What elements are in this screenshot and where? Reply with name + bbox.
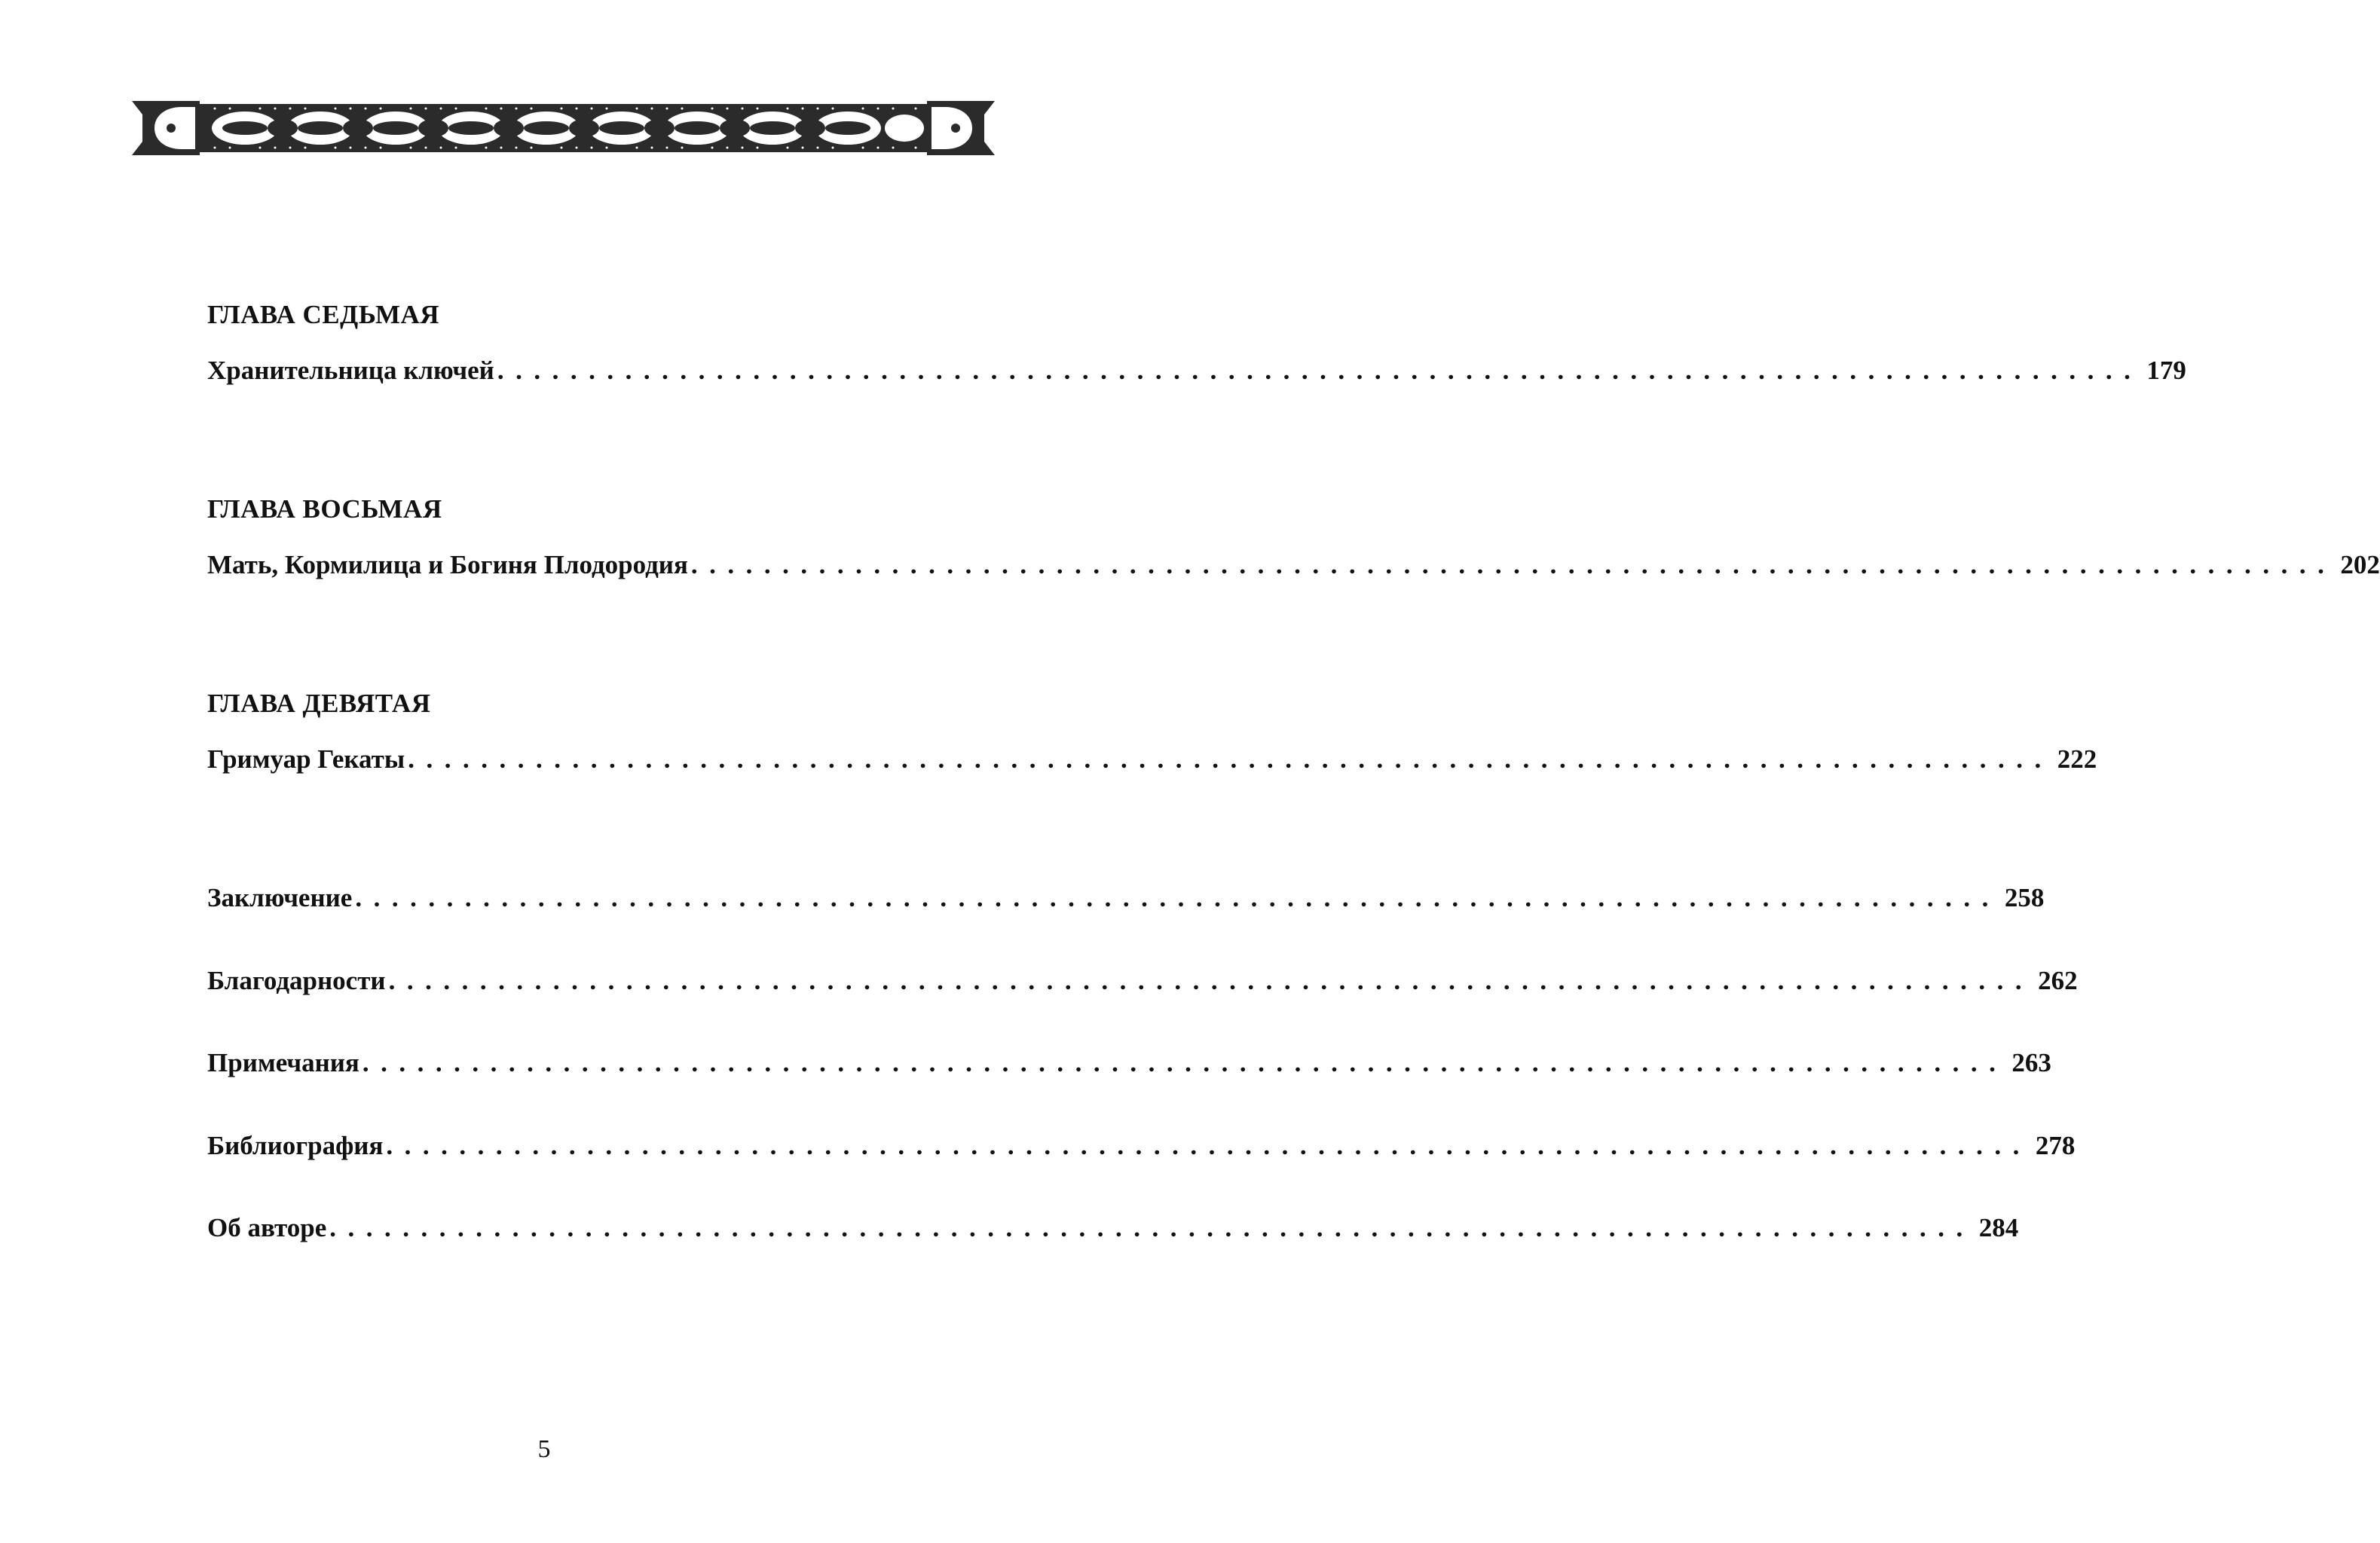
dot-leader: .......................................................................................... <box>408 744 2053 774</box>
toc-entry[interactable] <box>207 964 2078 998</box>
chapter-heading: ГЛАВА ВОСЬМАЯ <box>207 494 442 524</box>
toc-entry-title: Библиография <box>207 1131 384 1160</box>
toc-entry-title: Хранительница ключей <box>207 356 494 385</box>
toc-entry-page: 278 <box>2035 1131 2076 1160</box>
dot-leader: .......................................................................................... <box>355 883 2000 912</box>
toc-entry[interactable] <box>207 548 2380 582</box>
toc-entry-title: Об авторе <box>207 1213 327 1242</box>
toc-entry[interactable] <box>207 1046 2051 1080</box>
toc-entry[interactable] <box>207 881 2045 915</box>
chapter-heading: ГЛАВА ДЕВЯТАЯ <box>207 689 431 718</box>
toc-entry-title: Гримуар Гекаты <box>207 744 405 774</box>
dot-leader: .......................................................................................... <box>497 356 2143 385</box>
toc-entry-title: Благодарности <box>207 966 386 995</box>
page-number: 5 <box>537 1435 551 1463</box>
dot-leader: .......................................................................................... <box>388 966 2034 995</box>
dot-leader: .......................................................................................... <box>329 1213 1975 1242</box>
toc-entry-page: 263 <box>2011 1048 2051 1077</box>
toc-entry[interactable] <box>207 354 2186 387</box>
toc-entry-page: 284 <box>1978 1213 2019 1242</box>
toc-entry-title: Примечания <box>207 1048 359 1077</box>
toc-entry-page: 222 <box>2057 744 2097 774</box>
chapter-heading: ГЛАВА СЕДЬМАЯ <box>207 300 440 329</box>
toc-entry[interactable] <box>207 1211 2019 1245</box>
toc-entry-page: 258 <box>2004 883 2045 912</box>
celtic-knot-ornament-icon <box>132 96 995 160</box>
dot-leader: .......................................................................................... <box>386 1131 2031 1160</box>
toc-entry-title: Заключение <box>207 883 353 912</box>
dot-leader: .......................................................................................... <box>690 550 2336 579</box>
toc-entry-page: 202 <box>2340 550 2380 579</box>
dot-leader: .......................................................................................... <box>362 1048 2008 1077</box>
toc-entry[interactable] <box>207 743 2097 776</box>
toc-entry[interactable] <box>207 1129 2076 1163</box>
toc-entry-page: 179 <box>2146 356 2186 385</box>
toc-entry-page: 262 <box>2038 966 2078 995</box>
toc-entry-title: Мать, Кормилица и Богиня Плодородия <box>207 550 688 579</box>
